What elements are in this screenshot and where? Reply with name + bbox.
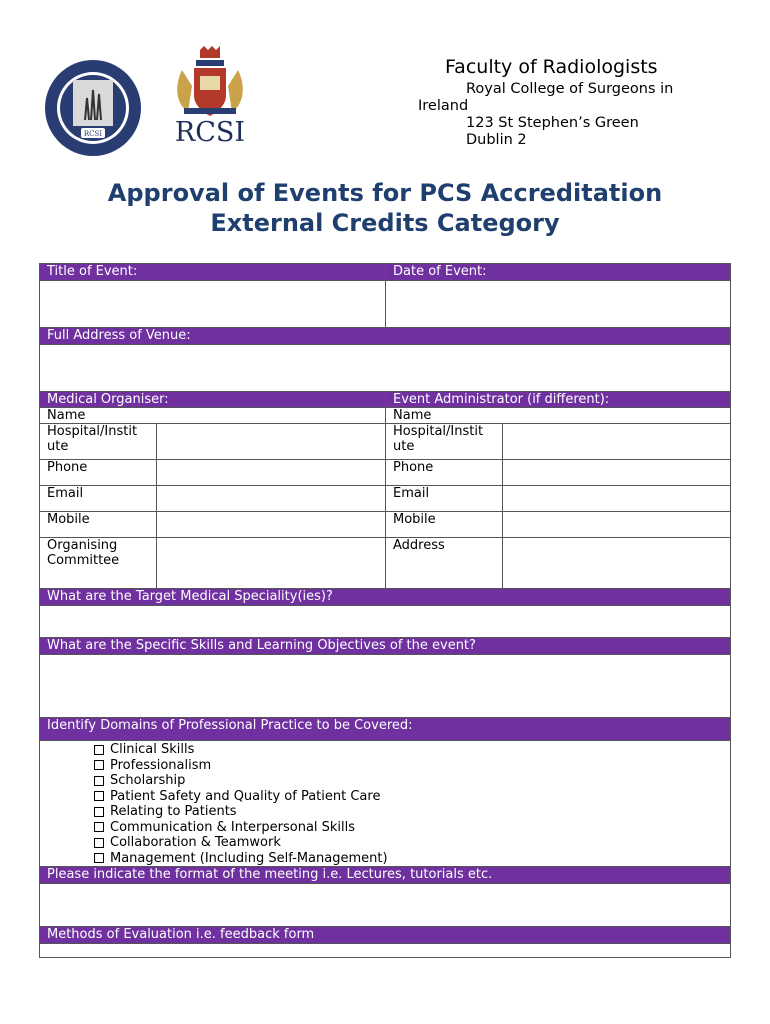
admin-hospital-label: Hospital/Instit ute: [393, 424, 484, 454]
checkbox-icon[interactable]: [94, 853, 104, 863]
title-line1: Approval of Events for PCS Accreditation: [107, 179, 663, 207]
checkbox-icon[interactable]: [94, 745, 104, 755]
admin-address-field[interactable]: [502, 538, 730, 588]
domain-label: Management (Including Self-Management): [110, 850, 388, 866]
title-line2: External Credits Category: [210, 209, 560, 237]
format-field[interactable]: [40, 884, 730, 927]
medical-organiser-details: [40, 408, 385, 588]
title-of-event-label: Title of Event:: [47, 264, 138, 279]
skills-objectives-label: What are the Specific Skills and Learning Objectives of the event?: [40, 638, 730, 655]
address-block: [418, 56, 708, 149]
skills-objectives-field[interactable]: [40, 655, 730, 718]
organising-committee-row: [40, 538, 385, 588]
city: Dublin 2: [466, 132, 527, 148]
medical-organiser-label: Medical Organiser:: [47, 392, 169, 407]
admin-email-label: Email: [393, 486, 430, 501]
admin-mobile-label: Mobile: [393, 512, 436, 527]
admin-phone-label: Phone: [393, 460, 434, 475]
domain-label: Communication & Interpersonal Skills: [110, 819, 356, 835]
event-header-row: [40, 264, 730, 281]
street-address: 123 St Stephen’s Green: [466, 115, 639, 131]
domain-item[interactable]: [94, 804, 730, 820]
event-administrator-details: [385, 408, 730, 588]
organiser-phone-label: Phone: [47, 460, 88, 475]
rcsi-logo-text: RCSI: [174, 117, 246, 148]
domain-label: Scholarship: [110, 773, 186, 788]
domain-label: Collaboration & Teamwork: [110, 835, 281, 850]
domain-label: Relating to Patients: [110, 804, 237, 819]
domain-item[interactable]: [94, 851, 730, 867]
organiser-phone-field[interactable]: [156, 460, 385, 485]
admin-email-field[interactable]: [502, 486, 730, 511]
faculty-seal-logo: [43, 58, 143, 158]
organiser-header-row: [40, 392, 730, 408]
admin-hospital-row: [386, 424, 730, 460]
organiser-hospital-label: Hospital/Instit ute: [47, 424, 138, 454]
admin-address-row: [386, 538, 730, 588]
domain-item[interactable]: [94, 742, 730, 758]
event-administrator-label: Event Administrator (if different):: [385, 392, 730, 407]
organiser-mobile-row: [40, 512, 385, 538]
domain-item[interactable]: [94, 758, 730, 774]
page-title: [0, 178, 770, 238]
admin-mobile-field[interactable]: [502, 512, 730, 537]
full-address-field[interactable]: [40, 345, 730, 392]
date-of-event-field[interactable]: [385, 281, 730, 327]
checkbox-icon[interactable]: [94, 807, 104, 817]
date-of-event-label: Date of Event:: [385, 264, 730, 280]
admin-name-label: Name: [393, 408, 432, 423]
target-specialities-label: What are the Target Medical Speciality(ies)?: [40, 589, 730, 606]
domains-label: Identify Domains of Professional Practice to be Covered:: [40, 718, 730, 741]
domain-label: Patient Safety and Quality of Patient Care: [110, 788, 381, 804]
organiser-mobile-field[interactable]: [156, 512, 385, 537]
organiser-mobile-label: Mobile: [47, 512, 90, 527]
organiser-name-label: Name: [47, 408, 86, 423]
organiser-hospital-row: [40, 424, 385, 460]
domain-item[interactable]: [94, 835, 730, 851]
target-specialities-field[interactable]: [40, 606, 730, 638]
admin-address-label: Address: [393, 538, 445, 553]
admin-mobile-row: [386, 512, 730, 538]
admin-phone-row: [386, 460, 730, 486]
application-form: [39, 263, 731, 958]
organiser-name-row: [40, 408, 385, 424]
organising-committee-field[interactable]: [156, 538, 385, 588]
organiser-phone-row: [40, 460, 385, 486]
organising-committee-label: Organising Committee: [47, 538, 120, 568]
organiser-details-row: [40, 408, 730, 589]
college-line2: Ireland: [418, 98, 469, 114]
domain-label: Professionalism: [110, 757, 212, 773]
domain-label: Clinical Skills: [110, 742, 195, 757]
admin-hospital-field[interactable]: [502, 424, 730, 459]
admin-email-row: [386, 486, 730, 512]
domain-item[interactable]: [94, 789, 730, 805]
checkbox-icon[interactable]: [94, 760, 104, 770]
faculty-name: Faculty of Radiologists: [445, 56, 658, 78]
evaluation-field[interactable]: [40, 944, 730, 957]
format-label: Please indicate the format of the meeting i.e. Lectures, tutorials etc.: [40, 867, 730, 884]
svg-text:RCSI: RCSI: [83, 130, 103, 138]
organiser-email-row: [40, 486, 385, 512]
checkbox-icon[interactable]: [94, 838, 104, 848]
organiser-email-field[interactable]: [156, 486, 385, 511]
full-address-label: Full Address of Venue:: [40, 328, 730, 345]
admin-name-row: [386, 408, 730, 424]
evaluation-label: Methods of Evaluation i.e. feedback form: [40, 927, 730, 944]
domains-checklist: [40, 741, 730, 867]
domain-item[interactable]: [94, 820, 730, 836]
domain-item[interactable]: [94, 773, 730, 789]
organiser-hospital-field[interactable]: [156, 424, 385, 459]
checkbox-icon[interactable]: [94, 776, 104, 786]
college-line1: Royal College of Surgeons in: [466, 81, 674, 97]
checkbox-icon[interactable]: [94, 791, 104, 801]
checkbox-icon[interactable]: [94, 822, 104, 832]
title-of-event-field[interactable]: [40, 281, 385, 327]
event-input-row: [40, 281, 730, 328]
organiser-email-label: Email: [47, 486, 84, 501]
admin-phone-field[interactable]: [502, 460, 730, 485]
